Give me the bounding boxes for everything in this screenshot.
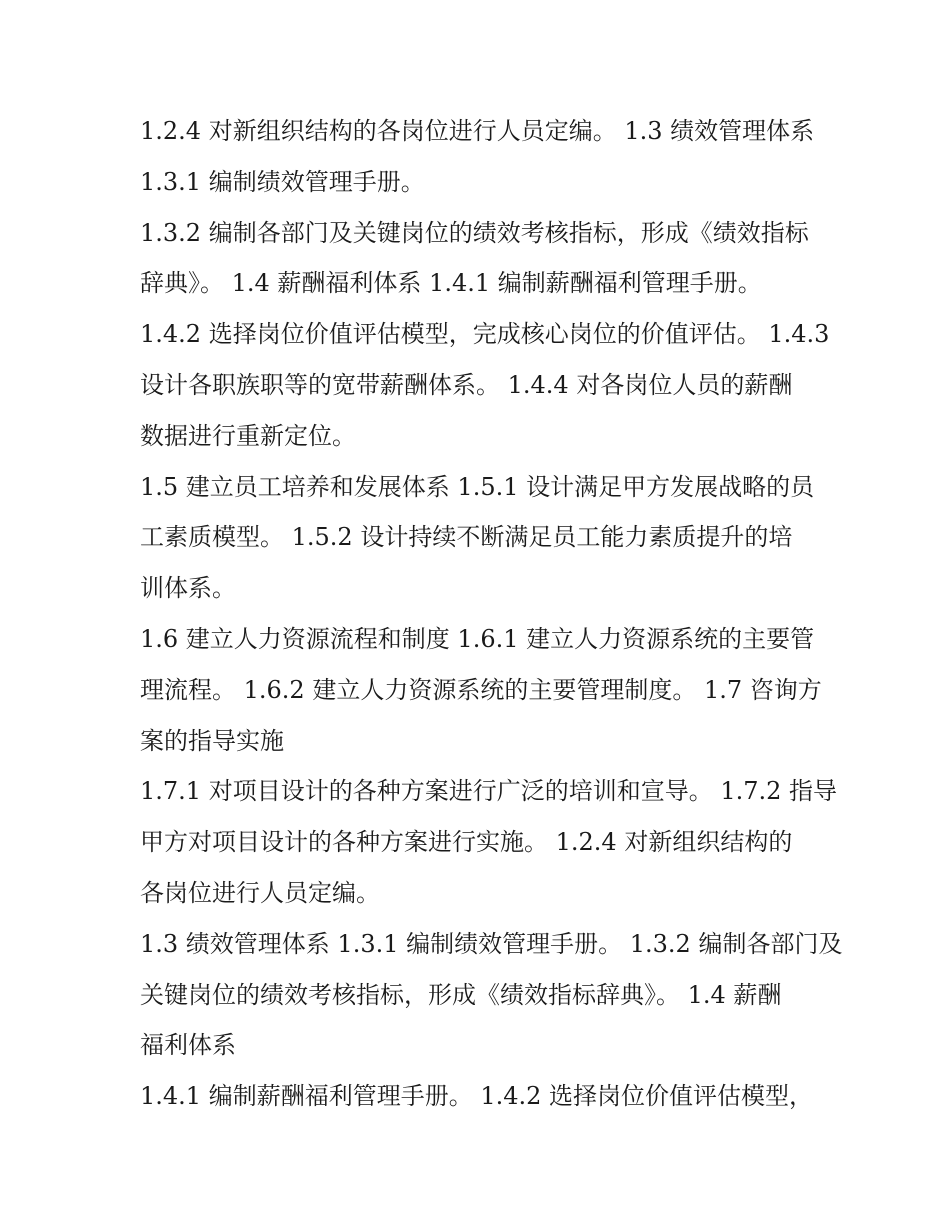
text-line: 1.5 建立员工培养和发展体系 1.5.1 设计满足甲方发展战略的员 bbox=[140, 472, 815, 501]
text-line: 设计各职族职等的宽带薪酬体系。 1.4.4 对各岗位人员的薪酬 bbox=[140, 370, 793, 399]
text-line: 1.4.1 编制薪酬福利管理手册。 1.4.2 选择岗位价值评估模型， bbox=[140, 1082, 814, 1111]
text-line: 数据进行重新定位。 bbox=[140, 421, 356, 450]
body-text bbox=[140, 106, 843, 1122]
text-line: 工素质模型。 1.5.2 设计持续不断满足员工能力素质提升的培 bbox=[140, 523, 793, 552]
text-line: 1.3 绩效管理体系 1.3.1 编制绩效管理手册。 1.3.2 编制各部门及 bbox=[140, 929, 843, 958]
text-line: 1.7.1 对项目设计的各种方案进行广泛的培训和宣导。 1.7.2 指导 bbox=[140, 777, 838, 806]
text-line: 1.4.2 选择岗位价值评估模型，完成核心岗位的价值评估。 1.4.3 bbox=[140, 320, 830, 349]
text-line: 各岗位进行人员定编。 bbox=[140, 878, 380, 907]
text-line: 1.6 建立人力资源流程和制度 1.6.1 建立人力资源系统的主要管 bbox=[140, 624, 815, 653]
text-line: 辞典》。 1.4 薪酬福利体系 1.4.1 编制薪酬福利管理手册。 bbox=[140, 269, 762, 298]
text-line: 训体系。 bbox=[140, 574, 236, 603]
text-line: 1.3.1 编制绩效管理手册。 bbox=[140, 167, 425, 196]
text-line: 案的指导实施 bbox=[140, 726, 284, 755]
text-line: 福利体系 bbox=[140, 1031, 236, 1060]
text-line: 关键岗位的绩效考核指标，形成《绩效指标辞典》。 1.4 薪酬 bbox=[140, 980, 782, 1009]
text-line: 1.2.4 对新组织结构的各岗位进行人员定编。 1.3 绩效管理体系 bbox=[140, 117, 815, 145]
text-line: 理流程。 1.6.2 建立人力资源系统的主要管理制度。 1.7 咨询方 bbox=[140, 675, 822, 704]
text-line: 甲方对项目设计的各种方案进行实施。 1.2.4 对新组织结构的 bbox=[140, 828, 793, 857]
text-line: 1.3.2 编制各部门及关键岗位的绩效考核指标，形成《绩效指标 bbox=[140, 218, 809, 247]
